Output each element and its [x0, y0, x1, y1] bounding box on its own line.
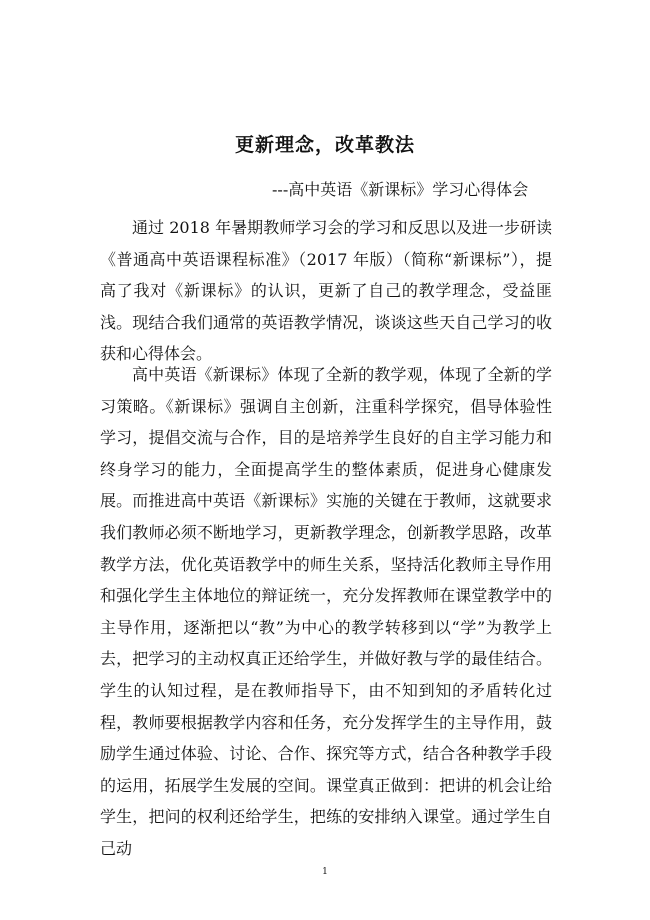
page-title: 更新理念，改革教法 — [234, 134, 415, 156]
body-paragraph-2 — [100, 359, 552, 865]
page-subtitle: ---高中英语《新课标》学习心得体会 — [272, 180, 529, 199]
paragraph-text: 通过 2018 年暑期教师学习会的学习和反思以及进一步研读《普通高中英语课程标准》（2017 年版）（简称“新课标”），提高了我对《新课标》的认识，更新了自己的教学理念，受益匪浅。现结合我们通常的英语教学情况，谈谈这些天自己学习的收获和心得体会。 — [100, 218, 552, 364]
paragraph-text: 高中英语《新课标》体现了全新的教学观，体现了全新的学习策略。《新课标》强调自主创新，注重科学探究，倡导体验性学习，提倡交流与合作，目的是培养学生良好的自主学习能力和终身学习的能力，全面提高学生的整体素质，促进身心健康发展。而推进高中英语《新课标》实施的关键在于教师，这就要求我们教师必须不断地学习，更新教学理念，创新教学思路，改革教学方法，优化英语教学中的师生关系，坚持活化教师主导作用和强化学生主体地位的辩证统一，充分发挥教师在课堂教学中的主导作用，逐渐把以“教”为中心的教学转移到以“学”为教学上去，把学习的主动权真正还给学生，并做好教与学的最佳结合。学生的认知过程，是在教师指导下，由不知到知的矛盾转化过程，教师要根据教学内容和任务，充分发挥学生的主导作用，鼓励学生通过体验、讨论、合作、探究等方式，结合各种教学手段的运用，拓展学生发展的空间。课堂真正做到：把讲的机会让给学生，把问的权利还给学生，把练的安排纳入课堂。通过学生自己动 — [100, 365, 552, 858]
page-number: 1 — [322, 867, 328, 877]
body-paragraph-1 — [100, 212, 552, 370]
